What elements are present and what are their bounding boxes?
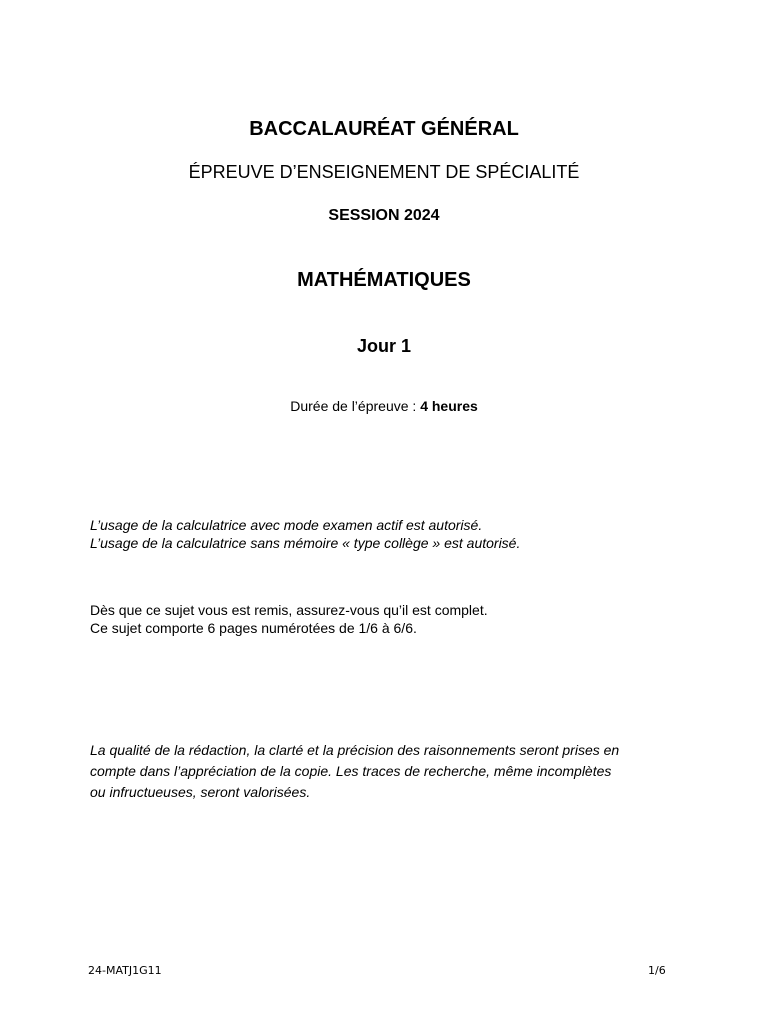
- subject-title: MATHÉMATIQUES: [297, 269, 471, 291]
- session-label: SESSION 2024: [328, 207, 440, 224]
- quality-line: ou infructueuses, seront valorisées.: [90, 784, 311, 800]
- day-label: Jour 1: [356, 336, 412, 356]
- calculator-rule-line: L’usage de la calculatrice avec mode examen actif est autorisé.: [90, 517, 483, 533]
- page-number: 1/6: [648, 964, 666, 977]
- completeness-line: Dès que ce sujet vous est remis, assurez-vous qu’il est complet.: [90, 602, 488, 618]
- quality-line: La qualité de la rédaction, la clarté et la précision des raisonnements seront prises en: [90, 742, 620, 758]
- completeness-line: Ce sujet comporte 6 pages numérotées de 1/6 à 6/6.: [90, 620, 417, 636]
- calculator-rules: [90, 516, 710, 552]
- quality-line: compte dans l’appréciation de la copie. Les traces de recherche, même incomplètes: [90, 763, 612, 779]
- duration-value: 4 heures: [420, 398, 478, 414]
- calculator-rule-line: L’usage de la calculatrice sans mémoire « type collège » est autorisé.: [90, 535, 521, 551]
- quality-notice: [90, 740, 710, 803]
- subject-code: 24-MATJ1G11: [88, 964, 162, 977]
- exam-subtitle: ÉPREUVE D’ENSEIGNEMENT DE SPÉCIALITÉ: [188, 162, 580, 182]
- duration-label: Durée de l’épreuve :: [290, 398, 421, 414]
- exam-title: BACCALAURÉAT GÉNÉRAL: [249, 118, 519, 140]
- duration-line: [0, 398, 768, 414]
- completeness-notice: [90, 601, 710, 637]
